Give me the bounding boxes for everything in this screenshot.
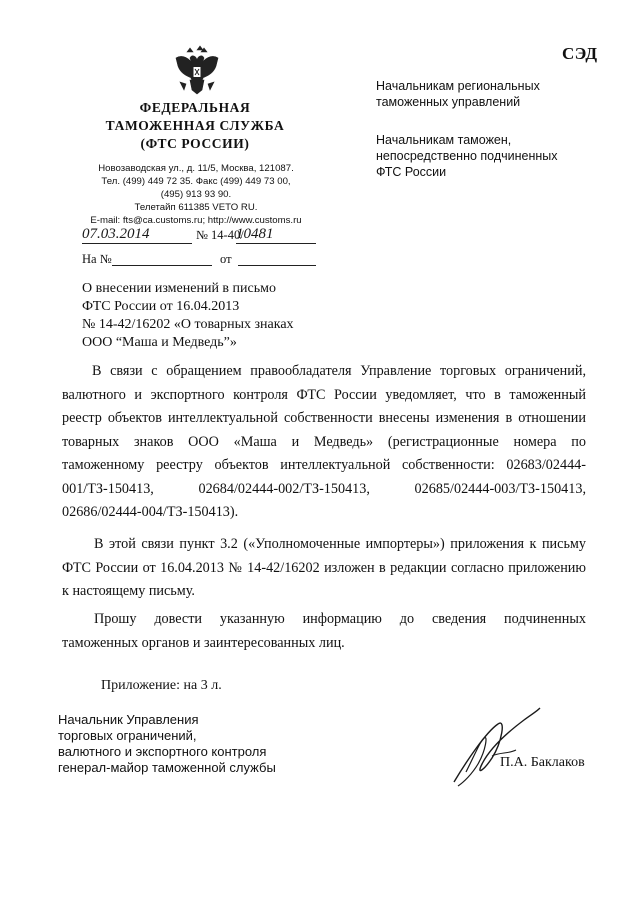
address-line: E-mail: fts@ca.customs.ru; http://www.customs.ru <box>90 215 302 226</box>
org-name-line3: (ФТС РОССИИ) <box>140 136 250 151</box>
signatory-line: Начальник Управления <box>58 712 199 727</box>
body-line: товарных знаков ООО «Маша и Медведь» (регистрационные номера по <box>62 433 586 450</box>
subject-line: ООО “Маша и Медведь”» <box>82 335 237 350</box>
body-paragraph-2 <box>62 533 586 604</box>
russian-eagle-emblem-icon <box>172 44 222 96</box>
reference-number-label: На № <box>82 252 112 266</box>
address-line: Телетайп 611385 VETO RU. <box>134 202 258 213</box>
signatory-line: валютного и экспортного контроля <box>58 744 267 759</box>
body-paragraph-3 <box>62 608 586 655</box>
body-line: 02686/02444-004/ТЗ-150413). <box>62 504 239 520</box>
addressee-line: Начальникам таможен, <box>376 133 512 147</box>
registration-number: 10481 <box>236 226 274 242</box>
addressee-line: непосредственно подчиненных <box>376 149 558 163</box>
address-line: Новозаводская ул., д. 11/5, Москва, 121087. <box>98 163 294 174</box>
address-line: Тел. (499) 449 72 35. Факс (499) 449 73 00, <box>101 176 291 187</box>
body-line: 001/ТЗ-150413, 02684/02444-002/ТЗ-150413, 02685/02444-003/ТЗ-150413, <box>62 480 586 497</box>
sed-mark: СЭД <box>562 44 598 63</box>
addressee-customs <box>376 132 558 180</box>
body-line: валютного и экспортного контроля ФТС России уведомляет, что в таможенный <box>62 386 586 403</box>
body-line: Прошу довести указанную информацию до сведения подчиненных <box>94 611 586 627</box>
body-line: таможенных органов и заинтересованных лиц. <box>62 634 345 651</box>
handwritten-signature-icon <box>436 702 556 792</box>
subject-line: О внесении изменений в письмо <box>82 281 276 296</box>
org-name-line2: ТАМОЖЕННАЯ СЛУЖБА <box>105 118 285 133</box>
subject-block <box>82 280 322 352</box>
body-line: к настоящему письму. <box>62 583 195 599</box>
signatory-line: генерал-майор таможенной службы <box>58 760 276 775</box>
body-paragraph-1 <box>62 360 586 525</box>
reference-date-label: от <box>220 252 232 266</box>
reference-line <box>82 252 318 268</box>
signatory-name: П.А. Баклаков <box>500 755 585 770</box>
reference-date-blank <box>238 265 316 266</box>
subject-line: ФТС России от 16.04.2013 <box>82 299 240 314</box>
reference-number-blank <box>112 265 212 266</box>
org-name-line1: ФЕДЕРАЛЬНАЯ <box>139 100 251 115</box>
body-line: В связи с обращением правообладателя Управление торговых ограничений, <box>92 363 586 379</box>
addressee-regional <box>376 78 540 110</box>
signatory-line: торговых ограничений, <box>58 728 197 743</box>
body-line: реестр объектов интеллектуальной собственности внесены изменения в отношении <box>62 410 586 426</box>
date-underline <box>82 243 192 244</box>
registration-date: 07.03.2014 <box>82 226 150 242</box>
body-line: В этой связи пункт 3.2 («Уполномоченные импортеры») приложения к письму <box>94 536 586 552</box>
registration-number-prefix: № 14-40/ <box>196 228 244 242</box>
registration-line <box>82 226 318 244</box>
attachment-note: Приложение: на 3 л. <box>101 678 222 693</box>
address-line: (495) 913 93 90. <box>160 189 232 200</box>
addressee-line: Начальникам региональных <box>376 79 540 93</box>
addressee-line: ФТС России <box>376 165 447 179</box>
body-line: таможенному реестру объектов интеллектуальной собственности: 02683/02444- <box>62 457 586 473</box>
number-underline <box>236 243 316 244</box>
addressee-line: таможенных управлений <box>376 95 521 109</box>
signatory-title <box>58 712 318 776</box>
body-line: ФТС России от 16.04.2013 № 14-42/16202 изложен в редакции согласно приложению <box>62 559 586 576</box>
subject-line: № 14-42/16202 «О товарных знаках <box>82 317 294 332</box>
